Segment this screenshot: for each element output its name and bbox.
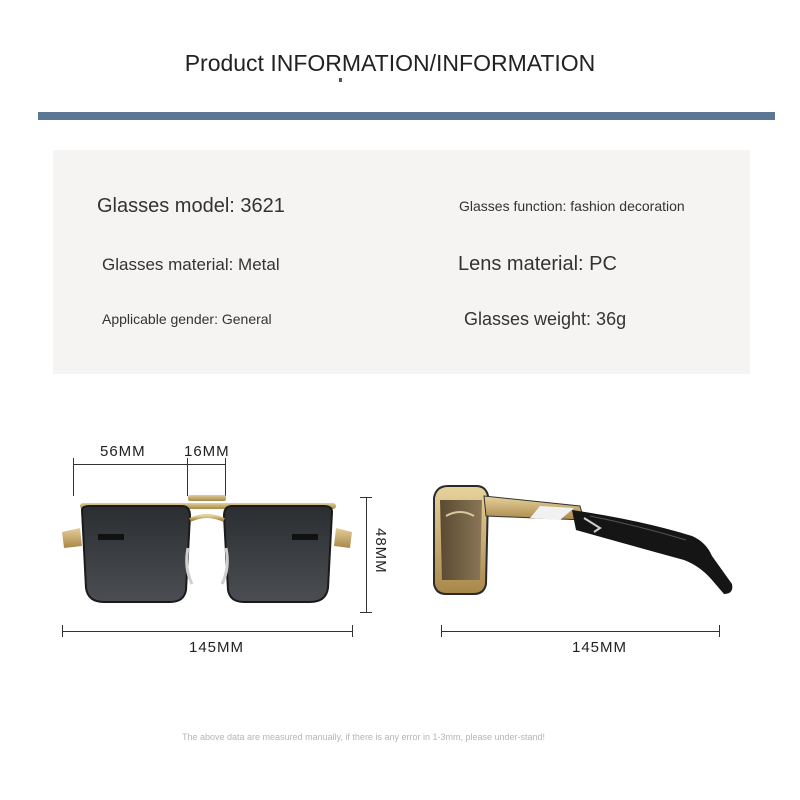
lens-width-label: 56MM	[100, 443, 146, 460]
spec-weight: Glasses weight: 36g	[464, 309, 627, 329]
spec-lens-material: Lens material: PC	[458, 253, 617, 275]
measurement-footnote: The above data are measured manually, if there is any error in 1-3mm, please under-stand!	[182, 732, 546, 742]
page-title: Product INFORMATION/INFORMATION	[184, 50, 596, 76]
spec-model: Glasses model: 3621	[97, 195, 285, 217]
spec-function: Glasses function: fashion decoration	[459, 198, 685, 214]
temple-length-label: 145MM	[572, 639, 628, 656]
front-width-label: 145MM	[189, 639, 245, 656]
bridge-width-label: 16MM	[184, 443, 230, 460]
spec-gender: Applicable gender: General	[102, 311, 272, 327]
lens-height-label: 48MM	[372, 528, 389, 574]
spec-frame-material: Glasses material: Metal	[102, 255, 280, 274]
